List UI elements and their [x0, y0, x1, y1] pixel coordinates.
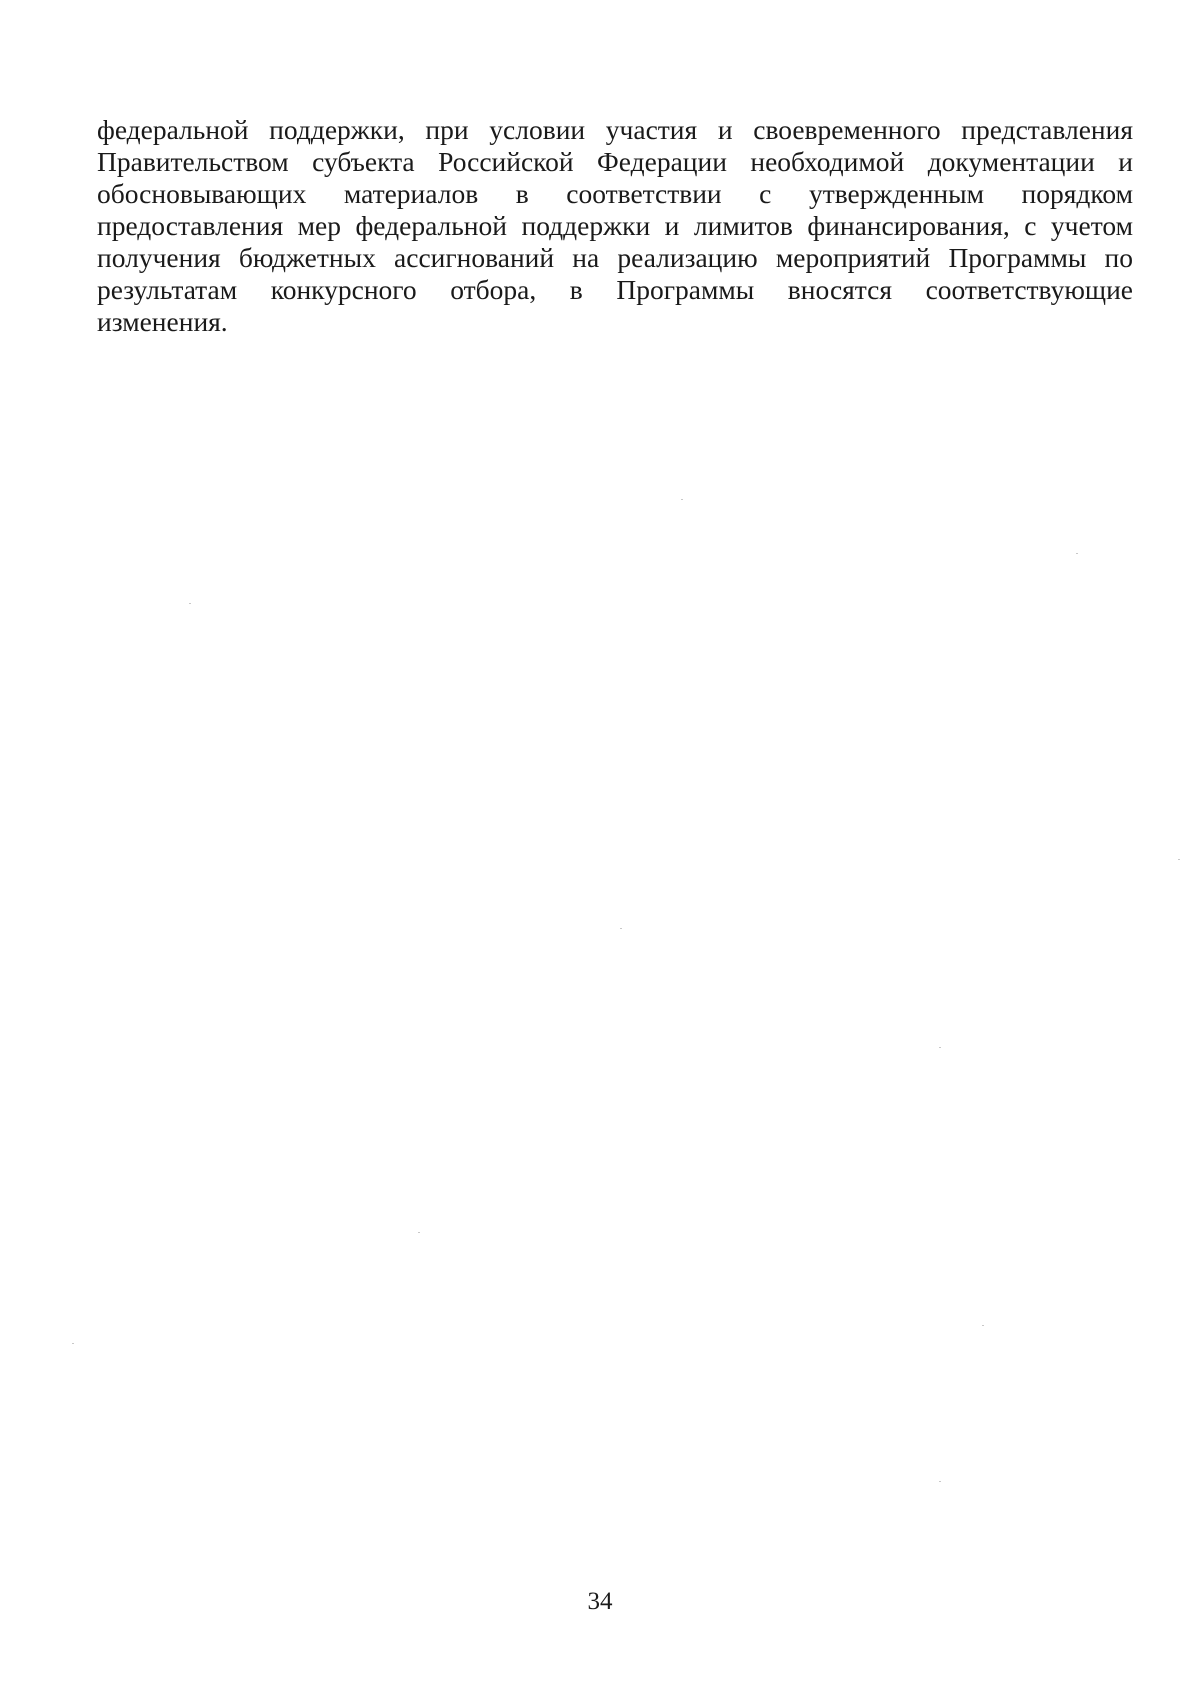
scan-speck: [939, 1047, 941, 1048]
page-number: 34: [587, 1588, 613, 1615]
scan-speck: [681, 499, 683, 500]
paragraph-line: получения бюджетных ассигнований на реализацию мероприятий Программы по: [97, 242, 1133, 273]
scan-speck: [72, 1343, 74, 1344]
body-paragraph: [97, 114, 1133, 338]
scan-speck: [189, 603, 191, 604]
scan-speck: [1076, 553, 1078, 554]
paragraph-line: предоставления мер федеральной поддержки и лимитов финансирования, с учетом: [97, 210, 1133, 241]
paragraph-line: федеральной поддержки, при условии участия и своевременного представления: [97, 114, 1133, 145]
scan-speck: [939, 1481, 941, 1482]
paragraph-line: обосновывающих материалов в соответствии с утвержденным порядком: [97, 178, 1133, 209]
paragraph-line: результатам конкурсного отбора, в Программы вносятся соответствующие: [97, 274, 1133, 305]
scan-speck: [982, 1325, 984, 1326]
scan-speck: [418, 1232, 420, 1233]
scan-speck: [620, 928, 622, 929]
paragraph-line: изменения.: [97, 306, 228, 337]
scan-speck: [1178, 859, 1180, 860]
paragraph-line: Правительством субъекта Российской Федерации необходимой документации и: [97, 146, 1133, 177]
